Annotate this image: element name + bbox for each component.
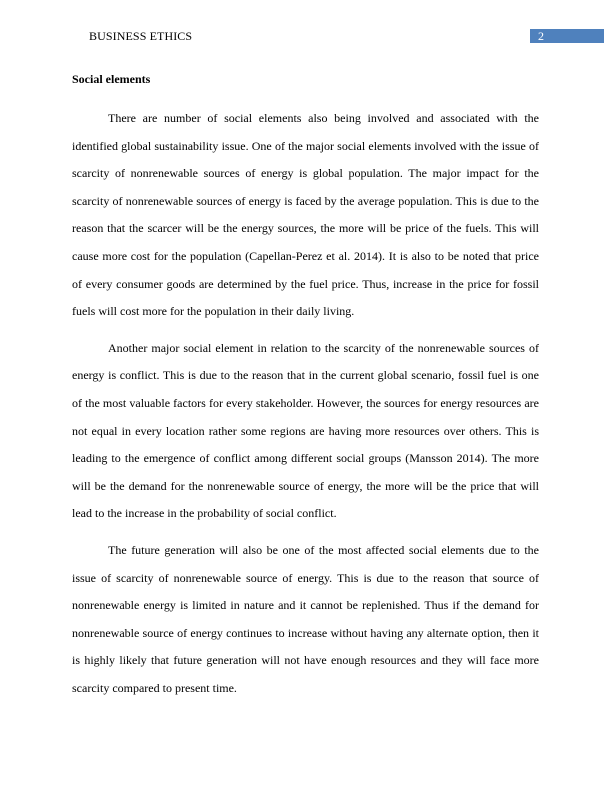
paragraph-conflict: Another major social element in relation to the scarcity of the nonrenewable sources of energy is conflict. This is due to the reason that in the current global scenario, fossil fuel is one of the most valuable factors for every stakeholder. However, the sources for energy resources are not equal in every location rather some regions are having more resources over others. This is leading to the emergence of conflict among different social groups (Mansson 2014). The more will be the demand for the nonrenewable source of energy, the more will be the price that will lead to the increase in the probability of social conflict. xyxy=(72,340,539,521)
paragraph-future-generation: The future generation will also be one of the most affected social elements due to the issue of scarcity of nonrenewable source of energy. This is due to the reason that source of nonrenewable energy is limited in nature and it cannot be replenished. Thus if the demand for nonrenewable source of energy continues to increase without having any alternate option, then it is highly likely that future generation will not have enough resources and they will face more scarcity compared to present time. xyxy=(72,542,539,695)
section-heading: Social elements xyxy=(72,72,151,86)
running-header-title: BUSINESS ETHICS xyxy=(89,29,193,43)
document-body xyxy=(72,69,539,702)
paragraph-population: There are number of social elements also being involved and associated with the identified global sustainability issue. One of the major social elements involved with the issue of scarcity of nonrenewable sources of energy is global population. The major impact for the scarcity of nonrenewable sources of energy is faced by the average population. This is due to the reason that the scarcer will be the energy sources, the more will be price of the fuels. This will cause more cost for the population (Capellan-Perez et al. 2014). It is also to be noted that price of every consumer goods are determined by the fuel price. Thus, increase in the price for fossil fuels will cost more for the population in their daily living. xyxy=(72,111,539,319)
page-number: 2 xyxy=(538,29,544,43)
page-number-badge xyxy=(530,29,604,43)
